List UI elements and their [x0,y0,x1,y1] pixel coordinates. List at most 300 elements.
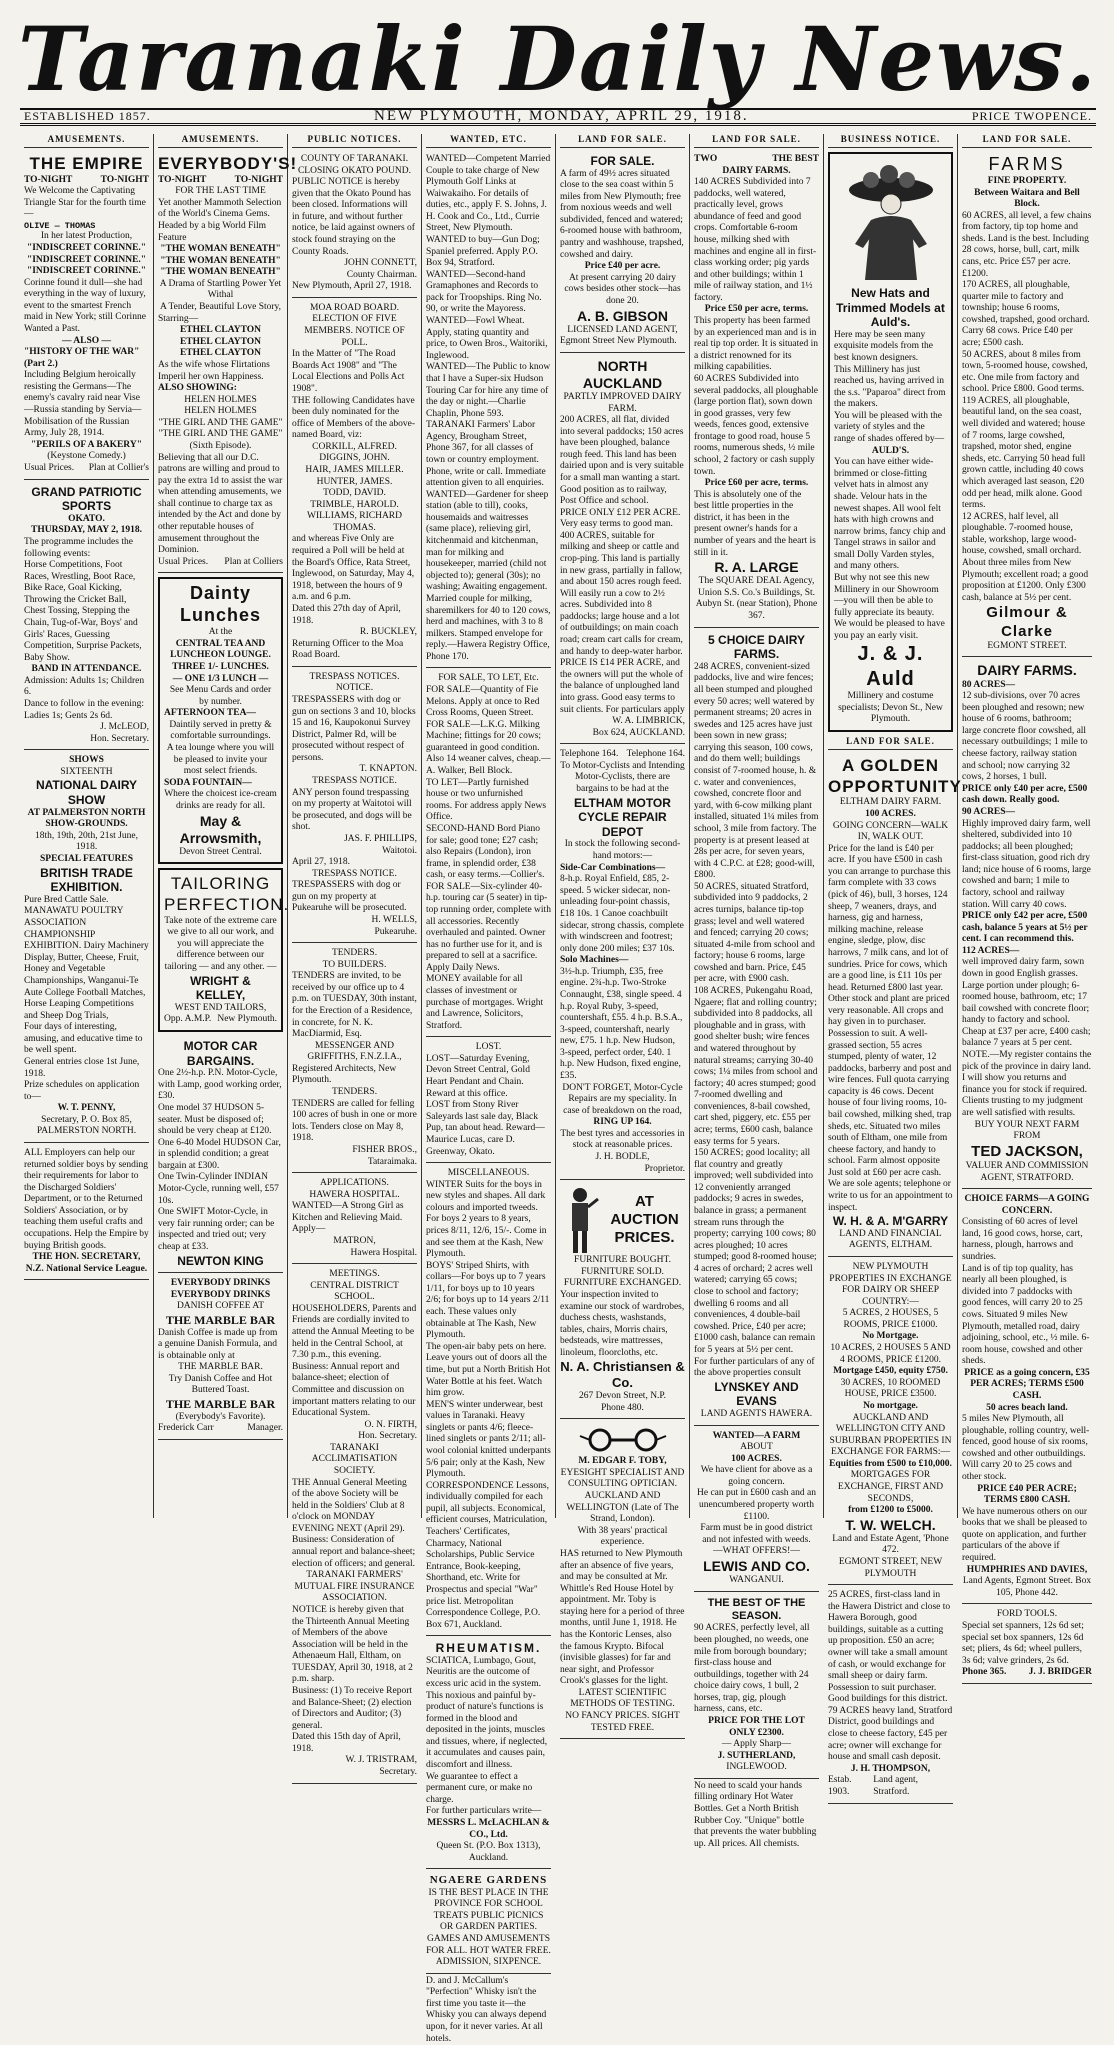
dated: Dated this 27th day of April, 1918. [292,603,401,626]
offers: —WHAT OFFERS!— [713,1546,800,1557]
acres-248: 248 ACRES, convenient-sized paddocks, live and wire fences; all been stumped and ploughed every 50 acres; well watered by permanent streams; 20 acres in swedes and 125 acres have just been sown in new grass; carrying this season, 100 cows, and do them well; buildings consist of 7-roomed house, h. & c. water and conveniences, cowshed, concrete floor and yard, with 6-cow milking plant installed, situated 1¼ miles from school, 3 mile from factory. The property is at present leased at 28s per acre, for seven years, with 4 C.P.C. at £28; good-will, £800. [694,661,819,881]
proprietor: Proprietor. [644,1163,685,1174]
north-auckland: NORTH AUCKLAND [582,357,663,391]
no-mortgage: No Mortgage. [862,1331,919,1342]
choice: You can have either wide-brimmed or close-fitting velvet hats in almost any shade. Velour hats in the newest shapes. All wool felt hats with high crowns and narrow brims, fancy chip and Tangel straws in sailor and small Dolly Varden styles, and many others. [834,457,946,572]
millinery: This Millinery has just reached us, having arrived in the s.s. "Paparoa" direct from the makers. [834,364,946,410]
last-time: FOR THE LAST TIME [175,186,266,197]
landest: Land and Estate Agent, 'Phone 472. [832,1533,949,1556]
toby: M. EDGAR F. TOBY, [578,1456,667,1467]
d112-head: 112 ACRES— [962,945,1020,956]
equities: Equities from £500 to £10,000. [829,1458,952,1469]
dance: Dance to follow in the evening: Ladies 1s; Gents 2s 6d. [24,699,145,721]
masthead-word-2: Daily [500,7,762,111]
have: We have numerous others on our books that we shall be pleased to quote on application, and further particulars of the above if required. [962,1506,1088,1564]
one-lunch: — ONE 1/3 LUNCH — [172,673,269,684]
wanted-7: WANTED—Gardener for sheep station (able to till), cooks, housemaids and waitresses (same place), relieving girl, kitchenmaid and kitchenman, man for milking and housekeeper, married (child not objected to); general (30s); no washing; Awaiting engagement. Married couple for milking, sharemilkers for 40 to 120 cows, herd and machines, with 3 to 8 milkers. Stamped envelope for reply.—Hawera Registry Office, Phone 170. [426,489,551,662]
lewis-ad [694,1428,819,1592]
fine-property: FINE PROPERTY. [987,175,1067,186]
from: from £1200 to £5000. [848,1505,933,1516]
central-lounge: CENTRAL TEA AND LUNCHEON LOUNGE. [170,638,271,661]
eltham-dairy: ELTHAM DAIRY FARM. [839,797,942,808]
rheumatism: RHEUMATISM. [435,1641,542,1656]
wanted-4: WANTED—Fowl Wheat. Apply, stating quantity and price, to Owen Bros., Waitoriki, Inglewood. [426,316,548,361]
gilmour: Gilmour & Clarke [986,604,1068,640]
no-fancy: NO FANCY PRICES. SIGHT TESTED FREE. [565,1711,680,1733]
tenders-heading-2: TENDERS. [331,1087,378,1098]
girl-game: "THE GIRL AND THE GAME" [158,429,283,440]
candidate-name: TODD, DAVID. [323,488,386,499]
meetings [292,1266,417,1783]
frederick-carr: Frederick Carr [158,1423,214,1434]
empire-title: THE EMPIRE [29,153,144,173]
candidate-name: HAIR, JAMES MILLER. [305,465,404,475]
awc: AUCKLAND AND WELLINGTON CITY AND SUBURBAN PROPERTIES IN EXCHANGE FOR FARMS:— [829,1412,952,1458]
everybodys-favorite: (Everybody's Favorite). [175,1411,266,1422]
dairy-show-ad [24,752,149,1143]
buckley: R. BUCKLEY, [359,627,417,638]
wife: As the wife whose Flirtations Imperil her own Happiness. [158,359,270,382]
acres-50: 50 ACRES, situated Stratford, subdivided into 9 paddocks, 2 acres turnips, balance tip-top grass; level and well watered and fenced; carrying 20 cows; situated 4-mile from school and factory; house 6 rooms, large cowshed and barn. Price, £45 per acre, with £900 cash. [694,881,815,985]
solo-list: 3½-h.p. Triumph, £35, free engine. 2¾-h.p. Two-Stroke Connaught, £38, single speed. 4 h.p. Royal Ruby, 3-speed, countershaft, £55. 4 h.p. B.S.A., 3-speed, countershaft, nearly new, £75. 1 h.p. New Hudson, 3-speed, perfect order, £40. 1 h.p. New Hudson, fixed engine, £35. [560,966,683,1082]
choice-farms: CHOICE FARMS—A GOING CONCERN. [964,1194,1090,1216]
served: Daintily served in pretty & comfortable surroundings. [169,719,272,742]
waitotoi: Waitotoi. [382,845,417,856]
notice: NOTICE. [335,683,374,694]
acres-140: 140 ACRES Subdivided into 7 paddocks, well watered, practically level, grows abundance of feed and good crops. Comfortable 6-room house, milking shed with machines and engine all in first-class working order; pig yards and other buildings; within 1 mile of railway station, and 1½ factory. [694,177,817,303]
aulds: AULD'S. [871,445,910,456]
land-agents: LAND AGENTS HAWERA. [700,1408,813,1419]
jackson-ad [962,659,1092,1189]
pound-text: PUBLIC NOTICE is hereby given that the Okato Pound has been closed. Informations will in future, and without further notice, be laid against owners of stock found straying on the County Roads. [292,177,415,257]
farmers-business: Business: (1) To receive Report and Balance-Sheet; (2) election of Directors and Auditor; (3) general. [292,1685,412,1731]
union: Union S.S. Co.'s Buildings, St. Aubyn St. (near Station), Phone 367. [695,587,818,622]
motor-2: One model 37 HUDSON 5-seater. Must be disposed of; should be very cheap at £120. [158,1103,272,1137]
okato: OKATO. [68,513,105,524]
misc-1: WINTER Suits for the boys in new styles and shapes. All dark colours and imported tweeds. For boys 2 years to 8 years, prices 8/11, 12/6, 15/-. Come in and see them at the Kash, New Plymouth. [426,1179,547,1260]
tax-notice: Believing that all our D.C. patrons are willing and proud to pay the extra 1d to assist the war when attending amusements, we shall continue to charge tax as intended by the Act and done by other reputable houses of amusement throughout the Dominion. [158,452,283,556]
tools: Special set spanners, 12s 6d set; special set box spanners, 12s 6d set; pliers, 4s 6d; wheel pullers, 3s 6d; valve grinders, 2s 6d. [962,1620,1084,1666]
national-dairy-show: NATIONAL DAIRY SHOW [35,778,138,808]
telephone: Telephone 164. [560,749,619,760]
sale-1: FOR SALE—Quantity of Fie Melons. Apply at once to Red Cross Rooms, Queen Street. [426,684,540,719]
marble-bar: THE MARBLE BAR [165,1312,276,1327]
shows-heading: SHOWS [69,755,104,766]
usual-prices: Usual Prices. [24,462,75,473]
manager: Manager. [247,1423,283,1434]
established: ESTABLISHED 1857. [24,109,151,123]
grand-patriotic-sports: GRAND PATRIOTIC SPORTS [31,484,142,514]
present: At present carrying 20 dairy cows besides other stock—has done 20. [564,272,681,306]
side-car: Side-Car Combinations— [560,862,666,873]
eltham-motor-ad [560,746,685,1180]
tenders-heading: TENDERS. [331,948,378,959]
gold-text: Price for the land is £40 per acre. If you have £500 in cash you can arrange to purchase this farm complete with 33 cows (pick of 46), bull, 3 horses, 124 sheep, 7 weaners, drays, and harness, gig and harness, milking machine, release engine, sledge, plow, disc harrows, 7 milk cans, and lot of sundries. Price for cows, which are a good line, is £11 10s per head. Returned £800 last year. Other stock and plant are priced very reasonable. All crops and hay given in to purchaser. Possession to suit. A well-grassed section, 55 acres stumped, plenty of water, 12 paddocks, barberry and post and wire fences. Full quota carrying capacity is 46 cows. Decent house of four living rooms, 10-bail cowshed, milking shed, trap sheds, etc. Situated two miles south of Eltham, one mile from cheese factory, and handy to school. Farm almost opposite Just sold at £60 per acre cash. We are sole agents; telephone or write to us for an appointment to inspect. [828,843,953,1213]
candidate-name: WILLIAMS, RICHARD THOMAS. [307,511,402,533]
service-league: THE HON. SECRETARY, N.Z. National Service League. [25,1252,148,1274]
sixteenth: SIXTEENTH [60,766,113,777]
section-heading: PUBLIC NOTICES. [292,134,417,148]
section-heading: LAND FOR SALE. [694,134,819,148]
auction-title: AT AUCTION PRICES. [610,1192,679,1247]
limbrick: W. A. LIMBRICK, [612,716,685,727]
matter: In the Matter of "The Road Boards Act 1908" and "The Local Elections and Polls Act 1908". [292,349,405,394]
sale-4: SECOND-HAND Bord Piano for sale; good tone; £27 cash; also Repairs (London), iron frame, in splendid order, £38 cash, or easy terms.—Collier's. [426,823,545,881]
tonight-right: TO-NIGHT [234,174,283,185]
thompson-ad [828,1587,953,1803]
wanted-farm: WANTED—A FARM [712,1430,801,1441]
trespass-notice: TRESPASS NOTICE. [312,868,397,879]
sale-5: FOR SALE—Six-cylinder 40-h.p. touring car (5 seater) in tip-top running order, complete with all accessories. Recently overhauled and painted. Owner has no further use for it, and is prepared to sell at a sacrifice. Apply Daily News. [426,881,551,973]
acres-100: 100 ACRES. [731,1453,782,1464]
mcleod: J. McLEOD, [100,722,149,733]
acres-150: 150 ACRES; good locality; all flat country and greatly improved; well subdivided into 12 conveniently arranged paddocks; 9 acres in swedes, balance in grass; a permanent stream runs through the property; carrying 100 cows; 80 acres ploughed; 10 acres stumped; good 8-roomed house; 4 acres of orchard; 2 acres well watered; carrying 65 cows; close to school and factory; dwelling 6 rooms and all conveniences, 4 double-bail cowshed. Price, £40 per acre; £1000 cash, balance can remain for 5 years at 5½ per cent. [694,1148,817,1355]
woman-beneath: "THE WOMAN BENEATH" [160,244,281,255]
price-90: PRICE FOR THE LOT ONLY £2300. [708,1715,805,1738]
hd: Land Agents, Egmont Street. Box 105, Phone 442. [962,1576,1092,1598]
coffee-formula: Danish Coffee is made up from a genuine Danish Formula, and is obtainable only at [158,1327,278,1361]
marble-bar: THE MARBLE BAR [165,1396,276,1411]
c60: Consisting of 60 acres of level land, 16 good cows, horse, cart, harness, plough, harrows and sundries. [962,1217,1083,1263]
eltham-depot: ELTHAM MOTOR CYCLE REPAIR DEPOT [574,795,671,839]
rheum-3: For further particulars write— [426,1806,542,1817]
beach: 50 acres beach land. [986,1402,1068,1413]
partly-improved: PARTLY IMPROVED DAIRY FARM. [563,391,682,414]
programme-intro: The programme includes the following events: [24,536,133,559]
sale-6: MONEY available for all classes of investment or purchase of mortgages. Wright and Lawrence, Solicitors, Stratford. [426,974,544,1031]
d90-head: 90 ACRES— [962,806,1016,817]
price-60: Price £60 per acre, terms. [704,478,809,489]
farm-49: A farm of 49½ acres situated close to the sea coast within 5 miles from New Plymouth; free from noxious weeds and well subdivided, fenced and watered; 6-roomed house with bathroom, pantry and washhouse, trapshed, cowshed and dairy. [560,168,684,260]
welch: T. W. WELCH. [845,1516,936,1533]
the-best: THE BEST [772,153,819,164]
d80: 12 sub-divisions, over 70 acres been ploughed and resown; new house of 6 rooms, bathroom; large concrete floor cowshed, all necessary outbuildings; 1 mile to cheese factory, railway station and school; now carrying 32 cows, 2 horses, 1 bull. [962,691,1088,783]
latest-production: In her latest Production, [40,231,133,242]
trespass-notice: TRESPASS NOTICE. [312,776,397,787]
games: GAMES AND AMUSEMENTS FOR ALL. HOT WATER FREE. ADMISSION, SIXPENCE. [426,1933,551,1968]
bodle: J. H. BODLE, [595,1152,650,1163]
wanted-ads [426,151,551,668]
tender-felling: TENDERS are called for felling 100 acres of bush in one or more lots. Tenders close on May 8, 1918. [292,1098,417,1144]
dateline [20,108,1096,126]
tataraimaka: Tataraimaka. [367,1156,417,1167]
plan-colliers: Plan at Colliers [224,556,283,567]
tenders [292,945,417,1173]
show-features: Pure Bred Cattle Sale. MANAWATU POULTRY ASSOCIATION CHAMPIONSHIP EXHIBITION. Dairy Machinery Display, Butter, Cheese, Fruit, Honey and Vegetable Championships, Wanganui-Te Aute College Football Matches, Horse Leaping Competitions and Sheep Dog Trials, [24,894,149,1021]
issue-date: NEW PLYMOUTH, MONDAY, APRIL 29, 1918. [373,108,749,124]
poll: and whereas Five Only are required a Poll will be held at the Board's Office, Rata Street, Inglewood, on Saturday, May 4, 1918, between the hours of 9 a.m. and 6 p.m. [292,534,415,603]
three-lunches: THREE 1/- LUNCHES. [172,662,269,672]
sports-date: THURSDAY, MAY 2, 1918. [30,525,143,536]
farms: FARMS [988,153,1066,174]
box-624: Box 624, AUCKLAND. [592,727,685,738]
mammoth: Yet another Mammoth Selection of the World's Cinema Gems. [158,197,282,220]
sale-2: FOR SALE—L.K.G. Milking Machine; fittings for 20 cows; guaranteed in good condition. Also 14 weaner calves, cheap.—A. Walker, Bell Block. [426,719,551,777]
d90: Highly improved dairy farm, well sheltered, subdivided into 10 paddocks; all been ploughed; first-class situation, good rich dry land; nice house of 6 rooms, large cowshed and barn; 1 mile to factory, school and railway station. Will carry 40 cows. [962,818,1091,910]
dairy-farms: DAIRY FARMS. [722,165,791,176]
prize-schedules: Prize schedules on application to— [24,1080,140,1102]
section-heading: BUSINESS NOTICE. [828,134,953,148]
experience: With 38 years' practical experience. [577,1525,668,1548]
keystone: (Keystone Comedy.) [47,451,126,462]
dont-forget: DON'T FORGET, Motor-Cycle Repairs are my speciality. In case of breakdown on the road, [562,1082,683,1116]
land-for-sale-heading: LAND FOR SALE. [828,736,953,750]
egmont: Egmont Street New Plymouth. [560,336,677,347]
lost-heading: LOST. [475,1042,502,1053]
sutherland-ad [694,1594,819,1779]
patriotic-sports-ad [24,482,149,751]
licensed: LICENSED LAND AGENT, [567,324,678,335]
tender-builders: TENDERS are invited, to be received by our office up to 4 p.m. on TUESDAY, 30th instant, for the Erection of a Residence, in concrete, for N. K. MacDiarmid, Esq. [292,971,417,1040]
sixth-episode: (Sixth Episode). [189,441,252,451]
county: COUNTY OF TARANAKI. [300,153,409,164]
masthead [18,7,1098,111]
wright-kelley: WRIGHT & KELLEY, [190,973,251,1003]
architects: Registered Architects, New Plymouth. [292,1063,397,1086]
trespass-notices [292,669,417,943]
newton-king: NEWTON KING [177,1253,264,1268]
devon-st: 267 Devon Street, N.P. [578,1391,667,1402]
welch-ad [828,1259,953,1585]
usual-prices: Usual Prices. [158,556,209,567]
mcgarry: W. H. & A. M'GARRY [832,1214,949,1229]
estab: Estab. 1903. [828,1775,852,1797]
rheum-1: SCIATICA, Lumbago, Gout, Neuritis are the outcome of excess uric acid in the system. This noxious and painful by-product of nature's functions is formed in the blood and deposited in the joints, muscles and tissues, where, if neglected, it accumulates and causes pain, discomfort and illness. [426,1655,548,1771]
auctioneer-figure-icon [560,1185,600,1255]
okato-pound-notice [292,151,417,298]
wells: H. WELLS, [371,914,417,925]
masthead-word-1: Taranaki [18,7,467,111]
buy: BUY YOUR NEXT FARM FROM [974,1119,1080,1142]
lady-hat-illustration-icon [841,162,941,282]
dated-2: Dated this 15th day of April, 1918. [292,1732,401,1754]
new-plymouth: New Plymouth. [217,1014,277,1025]
auction-prices-ad [560,1182,685,1419]
everybody-drinks: EVERYBODY DRINKS [170,1278,271,1289]
egmont-st: EGMONT STREET, NEW PLYMOUTH [838,1556,943,1579]
messenger: MESSENGER AND GRIFFITHS, F.N.Z.I.A., [307,1040,402,1063]
acres-50: 50 ACRES, about 8 miles from town, 5-roomed house, cowshed, etc. One mile from factory and school. Price £800. Good terms. [962,349,1088,395]
egmont-street: EGMONT STREET. [987,640,1067,651]
tailoring-title: TAILORING PERFECTION. [164,874,290,914]
cash: He can put in £600 cash and an unencumbered property worth £1100. [697,1488,816,1522]
golden-opportunity: A GOLDEN OPPORTUNITY [828,755,962,796]
perfection-whisky: D. and J. McCallum's "Perfection" Whisky isn't the first time you taste it—the Whisky you can always depend upon, for it never varies. At all hotels. [426,1975,547,2044]
ready: We would be pleased to have you pay an early visit. [834,619,945,641]
at-the: At the [208,627,233,638]
sale-3: TO LET—Partly furnished house or two unfurnished rooms. For address apply News Office. [426,777,547,823]
secretary: Secretary. [379,1767,417,1778]
column-1 [20,134,154,1518]
best-place: IS THE BEST PLACE IN THE PROVINCE FOR SCHOOL TREATS PUBLIC PICNICS OR GARDEN PARTIES. [428,1887,549,1933]
lost-2: LOST from Stony River Saleyards last sale day, Black Pup, tan about head. Reward—Maurice Lucas, care D. Greenway, Okato. [426,1100,545,1157]
pc: PRICE as a going concern, £35 PER ACRES; TERMS £500 CASH. [964,1367,1090,1401]
motor-4: One Twin-Cylinder INDIAN Motor-Cycle, running well, £57 10s. [158,1172,279,1206]
column-6 [690,134,824,1849]
misc-heading: MISCELLANEOUS. [447,1168,530,1179]
bridger: J. J. BRIDGER [1028,1667,1092,1678]
empire-welcome: We Welcome the Captivating Triangle Star for the fourth time— [24,186,146,220]
column-2 [154,134,298,1518]
mclachlan: MESSRS L. McLACHLAN & CO., Ltd. [427,1817,550,1840]
candidate-name: CORKILL, ALFRED. [312,441,397,452]
furniture: FURNITURE BOUGHT. FURNITURE SOLD. FURNITURE EXCHANGED. [563,1255,682,1289]
c60b: Land is of tip top quality, has nearly all been ploughed, is divided into 7 paddocks with good fences, will carry 20 to 25 cows. Situated 9 miles New Plymouth, metalled road, dairy adjoining, school, etc., ½ mile. 6-room house, cowshed and other sheds. [962,1263,1090,1367]
everybodys-title: EVERYBODY'S! [158,153,298,173]
no-mortgage-2: No mortgage. [863,1400,918,1411]
pleased: You will be pleased with the variety of styles and the range of shades offered by— [834,410,945,445]
householders: HOUSEHOLDERS, Parents and Friends are cordially invited to attend the Annual Meeting to be held in the Central School, at 7.30 p.m., this evening. Business: Annual report and balance-sheet; election of Committee and discussion on important matters relating to our Educational System. [292,1303,417,1419]
wanted-girl: WANTED—A Strong Girl as Kitchen and Relieving Maid. Apply— [292,1201,404,1235]
programme-events: Horse Competitions, Foot Races, Wrestling, Boot Race, Bike Race, Goal Kicking, Throwing the Cricket Ball, Chest Tossing, Stepping the Chain, Tug-of-War, Boys' and Girls' Races, Guessing Competition, Surprise Packets, Baby Show. [24,560,142,663]
wanted-6: TARANAKI Farmers' Labor Agency, Brougham Street, Phone 367, for all classes of town or country employment. Phone, write or call. Immediate attention given to all enquiries. [426,420,546,489]
p80: PRICE only £40 per acre, £500 cash down. Really good. [962,783,1088,806]
pukearuhe: Pukearuhe. [374,926,417,937]
ethel-clayton: ETHEL CLAYTON [179,348,262,359]
drama: A Drama of Startling Power Yet Withal [159,278,282,301]
entries-close: General entries close 1st June, 1918. [24,1056,140,1079]
tonight-left: TO-NIGHT [158,174,207,185]
acres-30: 30 ACRES, 10 ROOMED HOUSE, PRICE £3500. [840,1377,941,1400]
humphries-ad [962,1191,1092,1604]
column-8 [958,134,1096,1678]
sale-heading: FOR SALE, TO LET, Etc. [438,673,539,684]
firth: O. N. FIRTH, [364,1419,417,1430]
opp-amp: Opp. A.M.P. [164,1014,212,1025]
ngaere-gardens: NGAERE GARDENS [429,1874,548,1887]
phillips: JAS. F. PHILLIPS, [344,833,417,844]
np-date: New Plymouth, April 27, 1918. [292,281,412,292]
pb: PRICE £40 PER ACRE; TERMS £800 CASH. [977,1483,1077,1506]
lost-ads [426,1039,551,1163]
acres-25: 25 ACRES, first-class land in the Hawera District and close to Hawera Borough, good buildings, suitable as a cutting up proposition. £50 an acre; owner will take a small amount of cash, or would exchange for small sheep or dairy farm. Possession to suit purchaser. Good buildings for this district. [828,1590,951,1705]
costume: Millinery and costume specialists; Devon St., New Plymouth. [838,691,943,725]
history-detail: Including Belgium heroically resisting the Germans—The enemy's cavalry raid near Vise—Russia standing by Servia—Mobilisation of the Russian Army, July 28, 1914. [24,370,142,439]
masthead-word-3: News. [795,7,1098,111]
love-story: A Tender, Beautiful Love Story, [159,302,282,313]
special-features: SPECIAL FEATURES [39,854,133,865]
penny: W. T. PENNY, [57,1103,116,1114]
dainty-lunches-ad [158,577,283,864]
connett: JOHN CONNETT, [344,258,417,269]
devon-central: Devon Street Central. [179,846,262,857]
valuer: VALUER AND COMMISSION AGENT, STRATFORD. [965,1160,1089,1183]
dainty-lunches-title: Dainty Lunches [179,583,261,626]
indiscreet-corinne: "INDISCREET CORINNE." [26,254,147,265]
girl-game: "THE GIRL AND THE GAME" [158,417,283,428]
acres-400: 400 ACRES, suitable for milking and sheep or cattle and crop-ping. This land is partially in new grass, partially in fallow, and about 150 acres rough feed. Will easily run a cow to 2½ acres. Subdivided into 8 paddocks; large house and a lot of outbuildings; on main coach road; cream cart calls for cream, and handy to deep-water harbor. PRICE IS £14 PER ACRE, and the owners will put the whole of the balance of unploughed land into grass. Good easy terms to suit clients. For particulars apply [560,530,685,715]
acres-60: 60 ACRES, all level, a few chains from factory, tip top home and sheds. Land is the best. Including 28 cows, horse, bull, cart, milk cans, etc. Price £57 per acre. £1200. [962,210,1092,279]
here: Here may be seen many exquisite models from the best known designers. [834,329,933,363]
central-school: CENTRAL DISTRICT SCHOOL. [310,1280,399,1303]
west-end-tailors: WEST END TAILORS, [174,1002,267,1013]
acres-170: 170 ACRES, all ploughable, quarter mile to factory and township; house 6 rooms, cowshed, trapshed, good orchard. Carry 68 cows. Price £40 per acre; £500 cash. [962,280,1090,349]
history-of-war: "HISTORY OF THE WAR" (Part 2.) [24,347,140,369]
must: Farm must be in good district and not infested with weeds. [700,1523,813,1545]
april-27: April 27, 1918. [292,857,351,868]
d112: well improved dairy farm, sown down in good English grasses. Large portion under plough; 6-roomed house, bathroom, etc; 17 bail cowshed with concrete floor; handy to factory and school. Cheap at £37 per acre, £400 cash; balance 7 years at 5 per cent. [962,957,1091,1049]
lynskey-ad [694,630,819,1426]
mcgarry-ad [828,753,962,1257]
farmers-meeting: NOTICE is hereby given that the Thirteenth Annual Meeting of Members of the above Association will be held in the Athenaeum Hall, Eltham, on TUESDAY, April 30, 1918, at 2 p.m. sharp. [292,1604,413,1685]
further: For further particulars of any of the above properties consult [694,1356,815,1379]
for-sale-ads [426,670,551,1037]
telephone: Telephone 164. [626,749,685,760]
rheum-2: We guarantee to effect a permanent cure, or make no charge. [426,1771,533,1805]
misc-3: The open-air baby pets on here. Leave yours out of doors all the time, but put a North British Hot Water Bottle at his feet. Watch him grow. [426,1341,551,1399]
ethel-clayton: ETHEL CLAYTON [179,336,262,347]
meetings-heading: MEETINGS. [329,1269,380,1280]
section-heading: AMUSEMENTS. [24,134,149,148]
d80-head: 80 ACRES— [962,679,1016,690]
band: BAND IN ATTENDANCE. [31,664,142,675]
lfa: LAND AND FINANCIAL AGENTS, ELTHAM. [839,1228,942,1251]
penny-address: Secretary, P. O. Box 85, PALMERSTON NORTH. [36,1114,137,1137]
soda-fountain: SODA FOUNTAIN— [164,777,252,788]
also: — ALSO — [61,335,112,346]
icecream: Where the choicest ice-cream drinks are ready for all. [164,789,277,811]
section-heading: WANTED, ETC. [426,134,551,148]
phone-480: Phone 480. [601,1402,644,1413]
spectacles-icon [578,1428,668,1452]
olive-thomas: OLIVE — THOMAS [24,221,96,232]
side-car-list: 8-h.p. Royal Enfield, £85, 2-speed. 5 wicker sidecar, non-unleading four-point chassis, £18 10s. 1 Canoe coachbuilt sidecar, strong chassis, complete with windscreen and footrest; only done 200 miles; £37 10s. [560,874,684,954]
candidate-name: HUNTER, JAMES. [316,476,393,487]
marble-bar-2: THE MARBLE BAR. [178,1362,263,1373]
mortgage: Mortgage £450, equity £750. [833,1366,948,1377]
apps-heading: APPLICATIONS. [320,1178,389,1189]
tyres: The best tyres and accessories in stock at reasonable prices. [560,1128,685,1151]
afternoon-tea: AFTERNOON TEA— [164,708,256,719]
motor-3: One 6-40 Model HUDSON Car, in splendid condition; a great bargain at £300. [158,1137,281,1171]
helen-holmes: HELEN HOLMES [184,406,257,417]
column-3 [288,134,422,1778]
acclimatisation: TARANAKI ACCLIMATISATION SOCIETY. [311,1442,398,1476]
election: ELECTION OF FIVE MEMBERS. NOTICE OF POLL. [304,314,405,348]
ford-tools: FORD TOOLS. [996,1609,1058,1620]
annual-meeting: THE Annual General Meeting of the above Society will be held in the Soldiers' Club at 8 o'clock on MONDAY EVENING NEXT (April 29). Business: Consideration of annual report and balance-sheet; election of officers; and general. [292,1477,416,1569]
acres-60: 60 ACRES Subdivided into several paddocks, all ploughable (large portion flat), sown down in good grasses, very few weeds, fences good, extensive frontage to good road, house 5 rooms, numerous sheds, ½ mile school, 2 factory or cash supply town. [694,373,818,477]
phone-365: Phone 365. [962,1667,1007,1678]
trespass-1: TRESPASSERS with dog or gun on sections 3 and 10, blocks 15 and 16, Kaupokonui Survey District, Palmer Rd, will be prosecuted without respect of persons. [292,694,416,763]
also-showing: ALSO SHOWING: [158,383,237,394]
large-ad [694,151,819,628]
misc-4: MEN'S winter underwear, best values in Taranaki. Heavy singlets or pants 4/6; fleece-lined singlets or pants 2/11; all-wool colonial knitted underpants 5/6 pair; only at the Kash, New Plymouth. [426,1399,551,1480]
wanted-2: WANTED to buy—Gun Dog; Spaniel preferred. Apply P.O. Box 94, Stratford. [426,235,540,269]
section-heading: LAND FOR SALE. [962,134,1092,148]
trespass-3: TRESPASSERS with dog or gun on my property at Pukearuhe will be prosecuted. [292,880,407,914]
ted-jackson: TED JACKSON, [971,1142,1083,1160]
menu: See Menu Cards and order by number. [169,685,272,707]
in-stock: In stock the following second-hand motors:— [564,839,681,862]
toby-ad [560,1421,685,1739]
misc-2: BOYS' Striped Shirts, with collars—For boys up to 7 years 1/11, for boys up to 10 years 2/6; for boys up to 14 years 2/11 each. These values only obtainable at The Kash, New Plymouth. [426,1260,550,1341]
everybodys-ad [158,151,298,573]
square-deal: The SQUARE DEAL Agency, [698,576,815,587]
motor-bargains-ad [158,1036,283,1273]
p90: PRICE only £42 per acre, £500 cash, balance 5 years at 5½ per cent. I can recommend this. [962,911,1088,945]
client: We have client for above as a going concern. [700,1465,813,1487]
for-sale: FOR SALE. [590,153,655,168]
dairy-farms: DAIRY FARMS. [977,662,1077,679]
acres-5: 5 ACRES, 2 HOUSES, 5 ROOMS, PRICE £1000. [842,1308,939,1330]
moa-road-board [292,300,417,667]
danish-coffee-at: DANISH COFFEE AT [176,1301,265,1312]
acres-100: 100 ACRES. [865,808,916,819]
tristram: W. J. TRISTRAM, [345,1755,417,1766]
acres-79: 79 ACRES heavy land, Stratford District, good buildings and close to cheese factory, £45 per acre; owner will exchange for house and small cash deposit. [828,1705,953,1763]
moa: MOA ROAD BOARD. [310,302,399,313]
